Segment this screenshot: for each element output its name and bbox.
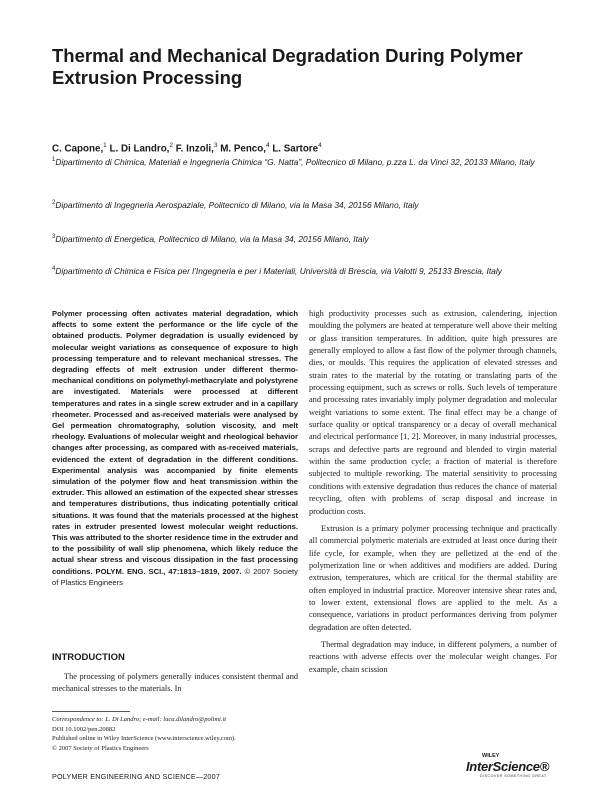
correspondence-note: Correspondence to: L. Di Landro; e-mail: luca.dilandro@polimi.it [52,716,227,723]
wiley-interscience-logo [466,750,570,784]
affiliation-mark: 4 [52,266,56,272]
affiliation-text: Dipartimento di Ingegneria Aerospaziale, Politecnico di Milano, via la Masa 34, 20156 Milano, Italy [55,199,419,210]
abstract [52,308,298,588]
affiliation-mark: 3 [52,234,56,240]
affiliation-text: Dipartimento di Chimica e Fisica per l’Ingegneria e per i Materiali, Università di Brescia, via Valotti 9, 25133 Brescia, Italy [55,265,502,276]
doi-note: DOI 10.1002/pen.20882 [52,725,116,733]
logo-tagline: DISCOVER SOMETHING GREAT [480,774,547,778]
affiliation-3 [52,231,552,246]
intro-paragraph: The processing of polymers generally induces consistent thermal and mechanical stresses to the materials. In [52,672,298,694]
footnotes [52,715,302,753]
author-affiliation-mark: 4 [265,142,270,149]
body-paragraph: high productivity processes such as extrusion, calendering, injection moulding the polymers are heated at temperature well above their melting or glass transition temperatures. In addition, quite high pressures are generally employed to allow a fast flow of the polymer through channels, dies, or moulds. This requires the application of elevated stresses and strain rates to the material by the rotating or translating parts of the processing equipment, such as screws or rolls. Such levels of temperature and processing rates invariably imply polymer degradation and molecular weight variations to some extent. The final effect may be a change of surface quality or optical transparency or a decay of overall mechanical and electrical performance [1, 2]. Moreover, in many industrial processes, scraps and defective parts are reground and blended to virgin material within the same production cycle; a fraction of material is therefore subjected to multiple reworking. The material sensitivity to processing conditions with extensive degradation thus reduces the chance of material recycling, often with problems of scrap disposal and increase in production costs. [309,309,557,516]
author-list [52,142,552,154]
affiliation-4 [52,263,552,278]
abstract-copyright: © 2007 Society of Plastics Engineers [52,566,298,587]
logo-wiley: WILEY [482,753,500,759]
affiliation-2 [52,197,552,212]
author-affiliation-mark: 4 [318,142,322,149]
author-affiliation-mark: 3 [213,142,218,149]
body-paragraph: Thermal degradation may induce, in different polymers, a number of reactions with adverse effects over the molecular weight changes. For example, chain scission [309,639,557,674]
affiliation-mark: 1 [52,157,56,163]
affiliation-1 [52,154,552,169]
author-name: C. Capone, [52,143,104,155]
paper-title: Thermal and Mechanical Degradation During Polymer Extrusion Processing [52,45,523,88]
journal-footer: POLYMER ENGINEERING AND SCIENCE—2007 [52,772,221,781]
author-affiliation-mark: 1 [103,142,107,149]
author-affiliation-mark: 2 [169,142,174,149]
author-name: F. Inzoli, [175,143,214,155]
abstract-text: Polymer processing often activates material degradation, which affects to some extent the performance or the life cycle of the obtained products. Polymer degradation is usually evidenced by molecular weight variations as consequence of exposure to high processing temperature and to relevant mechanical stresses. The degrading effects of melt extrusion under different thermo-mechanical conditions on polymethyl-methacrylate and polystyrene are investigated. Materials were processed at different temperatures and rates in a single screw extruder and in a capillary rheometer. Processed and as-received materials were analysed by Gel permeation chromatography, solution viscosity, and melt rheology. Evaluations of molecular weight and rheological behavior changes after processing, as compared with as-received materials, evidenced the extent of degradation in the different conditions. Experimental analysis was accompanied by finite elements simulation of the polymer flow and heat transmission within the extruder. This allowed an estimation of the expected shear stresses and temperatures distributions, thus indicating potentially critical situations. It was found that the materials processed at the highest rates in extruder presented lowest molecular weight reductions. This was attributed to the shorter residence time in the extruder and to the possibility of wall slip phenomena, which likely reduce the actual shear stress and viscous dissipation in the fast processing conditions. POLYM. ENG. SCI., 47:1813–1819, 2007. [52,309,299,576]
footnote-divider [52,711,130,712]
published-note: Published online in Wiley InterScience (www.interscience.wiley.com). [52,735,236,743]
affiliation-text: Dipartimento di Chimica, Materiali e Ingegneria Chimica “G. Natta”, Politecnico di Milano, p.zza L. da Vinci 32, 20133 Milano, Italy [55,156,535,167]
author-name: L. Sartore [272,143,319,155]
logo-main: InterScience® [466,759,549,774]
body-column-right [309,308,557,681]
affiliation-text: Dipartimento di Energetica, Politecnico di Milano, via la Masa 34, 20156 Milano, Italy [55,233,369,244]
copyright-note: © 2007 Society of Plastics Engineers [52,744,149,752]
affiliation-mark: 2 [52,200,56,206]
section-heading-introduction: INTRODUCTION [52,652,125,663]
author-name: L. Di Landro, [109,143,170,155]
body-paragraph: Extrusion is a primary polymer processing technique and practically all commercial polymeric materials are extruded at least once during their life cycle, for example, when they are pelletized at the end of the polymerization line or when additives and modifiers are added. During extrusion, temperatures, which are critical for the thermal stability are often employed in industrial practice. Moreover intensive shear rates and, to lower extent, extensional flows are applied to the melt. As a consequence, variations in product performances deriving from polymer degradation are often detected. [309,523,557,632]
author-name: M. Penco, [220,143,266,155]
